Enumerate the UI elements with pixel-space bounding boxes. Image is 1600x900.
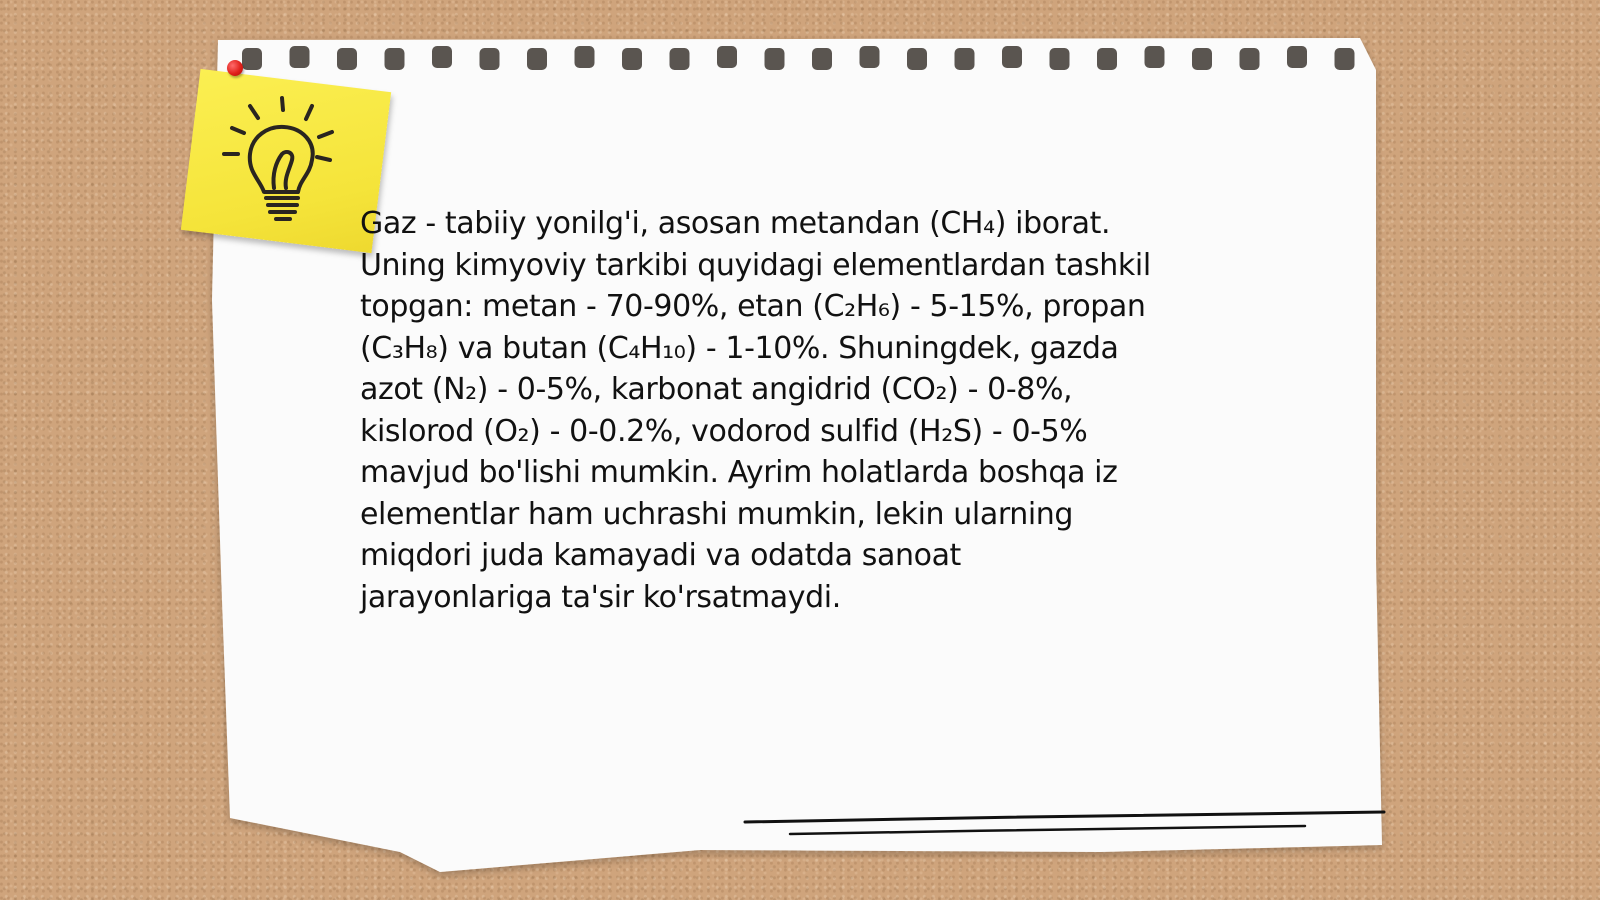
text-line: elementlar ham uchrashi mumkin, lekin ularning (360, 496, 1074, 532)
text-line: azot (N₂) - 0-5%, karbonat angidrid (CO₂) - 0-8%, (360, 372, 1073, 407)
signature-line-upper (745, 812, 1384, 822)
signature-line-lower (790, 826, 1305, 834)
text-line: Uning kimyoviy tarkibi quyidagi elementlardan tashkil (360, 247, 1151, 283)
text-line: mavjud bo'lishi mumkin. Ayrim holatlarda boshqa iz (360, 455, 1118, 490)
text-line: (C₃H₈) va butan (C₄H₁₀) - 1-10%. Shuningdek, gazda (360, 330, 1119, 366)
text-line: Gaz - tabiiy yonilg'i, asosan metandan (CH₄) iborat. (360, 206, 1111, 241)
text-line: topgan: metan - 70-90%, etan (C₂H₆) - 5-15%, propan (360, 289, 1146, 324)
text-line: miqdori juda kamayadi va odatda sanoat (360, 538, 961, 573)
text-line: jarayonlariga ta'sir ko'rsatmaydi. (360, 579, 841, 615)
text-line: kislorod (O₂) - 0-0.2%, vodorod sulfid (H₂S) - 0-5% (360, 413, 1088, 449)
